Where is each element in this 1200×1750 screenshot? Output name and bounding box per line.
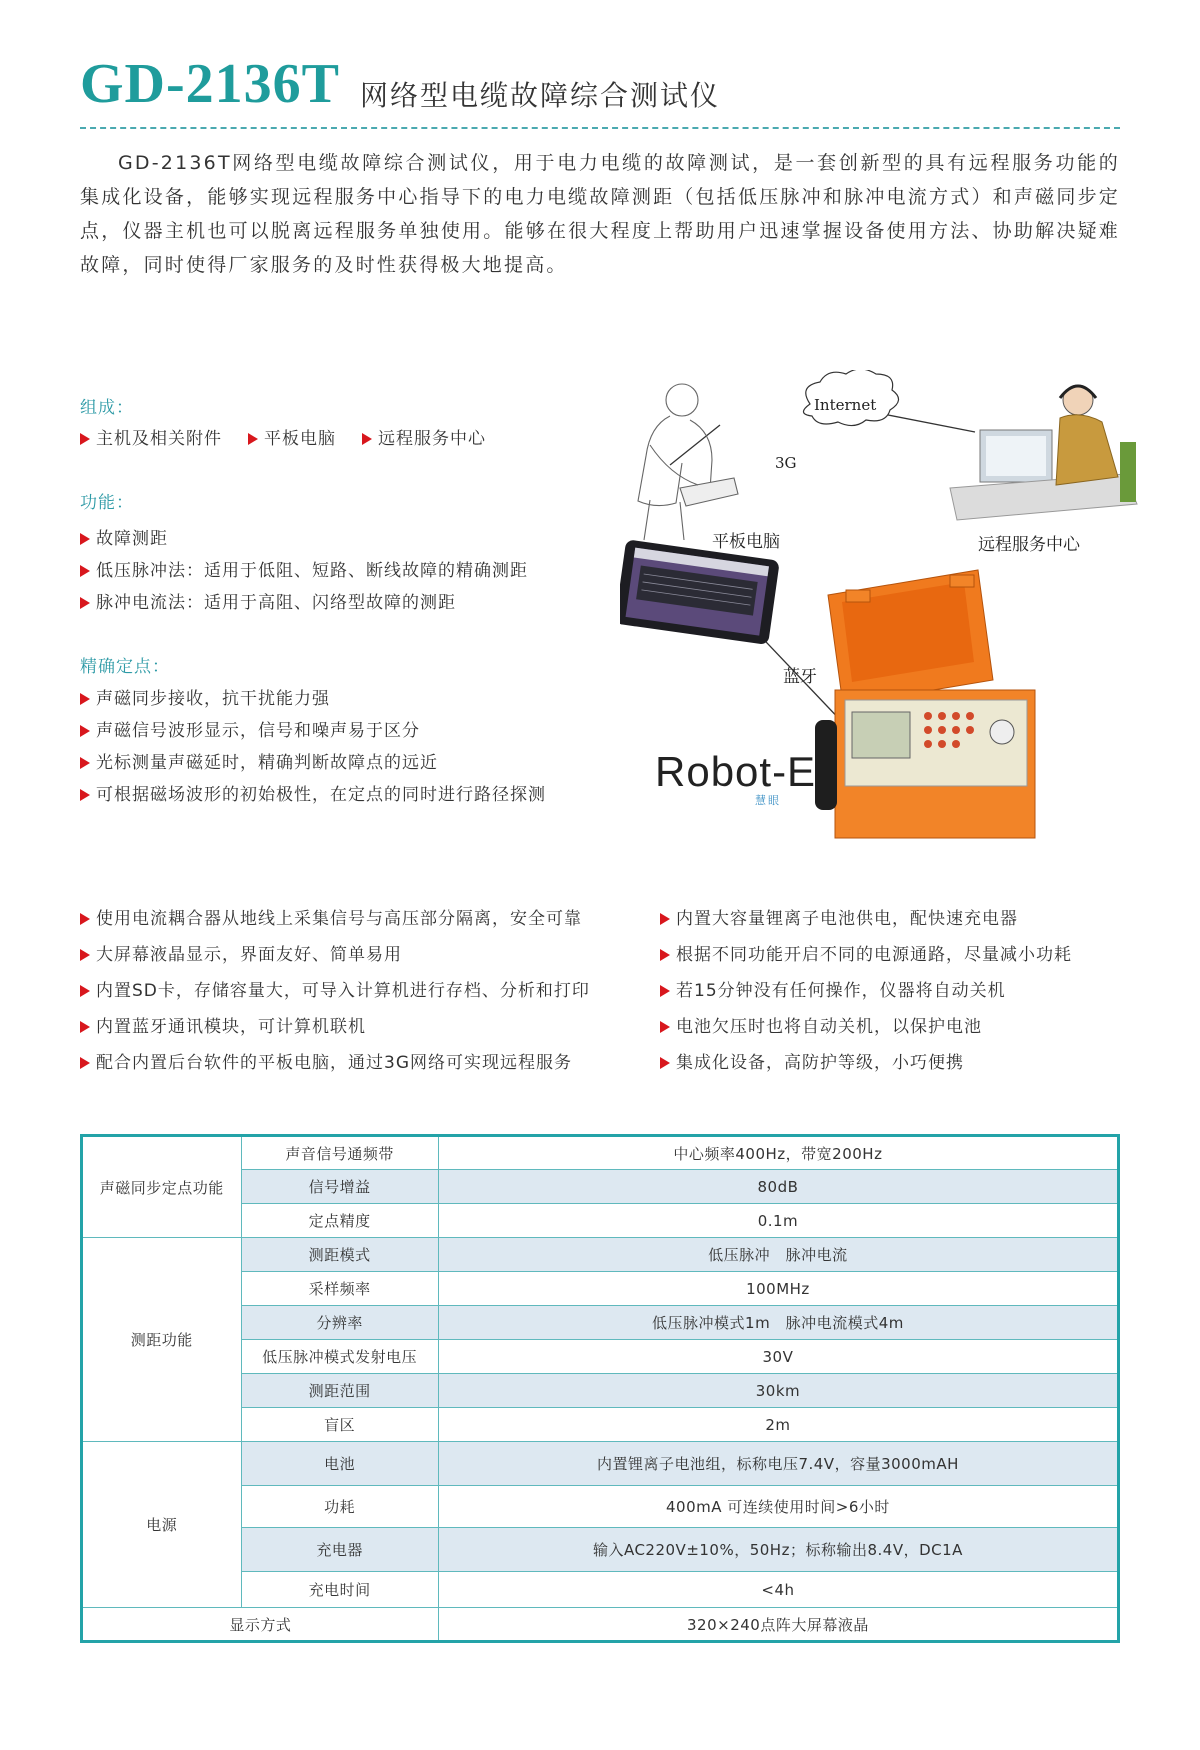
- bullet-icon: [80, 693, 90, 705]
- composition-item: 平板电脑: [248, 424, 336, 449]
- bullet-icon: [80, 565, 90, 577]
- table-row: [82, 1608, 1119, 1642]
- spec-value: 100MHz: [438, 1272, 1118, 1306]
- feature-item: 若15分钟没有任何操作，仪器将自动关机: [660, 976, 1006, 1001]
- bullet-icon: [660, 1021, 670, 1033]
- spec-value: 内置锂离子电池组，标称电压7.4V，容量3000mAH: [438, 1442, 1118, 1486]
- bullet-icon: [362, 433, 372, 445]
- bullet-icon: [660, 1057, 670, 1069]
- bullet-icon: [248, 433, 258, 445]
- positioning-title: 精确定点：: [80, 657, 170, 677]
- tablet-icon: [620, 539, 780, 645]
- spec-group-label: 测距功能: [82, 1238, 242, 1442]
- feature-item: 内置蓝牙通讯模块，可计算机联机: [80, 1012, 366, 1037]
- composition-item: 主机及相关附件: [80, 424, 222, 449]
- bluetooth-label: 蓝牙: [783, 667, 817, 687]
- product-title: 网络型电缆故障综合测试仪: [360, 79, 721, 112]
- spec-value: 低压脉冲模式1m 脉冲电流模式4m: [438, 1306, 1118, 1340]
- spec-value: 0.1m: [438, 1204, 1118, 1238]
- bullet-icon: [80, 597, 90, 609]
- spec-name: 信号增益: [241, 1170, 438, 1204]
- brand-logo-sub: 慧眼: [755, 794, 781, 807]
- tablet-label: 平板电脑: [712, 532, 780, 552]
- bullet-icon: [80, 789, 90, 801]
- spec-value: 30km: [438, 1374, 1118, 1408]
- function-item: 低压脉冲法：适用于低阻、短路、断线故障的精确测距: [80, 556, 528, 581]
- person-with-tablet-icon: [638, 384, 738, 540]
- bullet-icon: [80, 1021, 90, 1033]
- bullet-icon: [80, 985, 90, 997]
- bullet-icon: [80, 1057, 90, 1069]
- spec-value: 低压脉冲 脉冲电流: [438, 1238, 1118, 1272]
- bullet-icon: [660, 913, 670, 925]
- bullet-icon: [660, 985, 670, 997]
- table-row: [82, 1136, 1119, 1170]
- spec-group-label: 电源: [82, 1442, 242, 1608]
- spec-value: 中心频率400Hz，带宽200Hz: [438, 1136, 1118, 1170]
- internet-label: Internet: [814, 396, 877, 414]
- positioning-item: 光标测量声磁延时，精确判断故障点的远近: [80, 748, 438, 773]
- spec-name: 电池: [241, 1442, 438, 1486]
- spec-name: 盲区: [241, 1408, 438, 1442]
- positioning-item: 声磁同步接收，抗干扰能力强: [80, 684, 330, 709]
- intro-paragraph: GD-2136T网络型电缆故障综合测试仪，用于电力电缆的故障测试，是一套创新型的具有远程服务功能的集成化设备，能够实现远程服务中心指导下的电力电缆故障测距（包括低压脉冲和脉冲电流方式）和声磁同步定点，仪器主机也可以脱离远程服务单独使用。能够在很大程度上帮助用户迅速掌握设备使用方法、协助解决疑难故障，同时使得厂家服务的及时性获得极大地提高。: [80, 152, 1120, 276]
- spec-name: 声音信号通频带: [241, 1136, 438, 1170]
- spec-name: 显示方式: [82, 1608, 439, 1642]
- spec-value: <4h: [438, 1572, 1118, 1608]
- spec-value: 30V: [438, 1340, 1118, 1374]
- composition-item: 远程服务中心: [362, 424, 486, 449]
- function-item: 故障测距: [80, 524, 168, 549]
- feature-item: 集成化设备，高防护等级，小巧便携: [660, 1048, 964, 1073]
- feature-item: 电池欠压时也将自动关机，以保护电池: [660, 1012, 982, 1037]
- table-row: [82, 1238, 1119, 1272]
- spec-name: 功耗: [241, 1486, 438, 1528]
- bullet-icon: [80, 433, 90, 445]
- brand-logo: Robot-E: [655, 748, 817, 795]
- service-center-label: 远程服务中心: [978, 535, 1080, 555]
- spec-value: 输入AC220V±10%，50Hz；标称输出8.4V，DC1A: [438, 1528, 1118, 1572]
- feature-item: 根据不同功能开启不同的电源通路，尽量减小功耗: [660, 940, 1072, 965]
- feature-item: 配合内置后台软件的平板电脑，通过3G网络可实现远程服务: [80, 1048, 572, 1073]
- feature-item: 大屏幕液晶显示，界面友好、简单易用: [80, 940, 402, 965]
- feature-item: 使用电流耦合器从地线上采集信号与高压部分隔离，安全可靠: [80, 904, 582, 929]
- spec-group-label: 声磁同步定点功能: [82, 1136, 242, 1238]
- product-model: GD-2136T: [80, 53, 340, 115]
- 3g-label: 3G: [775, 454, 797, 472]
- bullet-icon: [80, 533, 90, 545]
- spec-value: 80dB: [438, 1170, 1118, 1204]
- spec-name: 测距模式: [241, 1238, 438, 1272]
- bullet-icon: [80, 757, 90, 769]
- spec-name: 充电器: [241, 1528, 438, 1572]
- spec-name: 低压脉冲模式发射电压: [241, 1340, 438, 1374]
- bullet-icon: [80, 913, 90, 925]
- spec-table: [80, 1134, 1120, 1643]
- feature-item: 内置大容量锂离子电池供电，配快速充电器: [660, 904, 1018, 929]
- spec-name: 采样频率: [241, 1272, 438, 1306]
- bullet-icon: [80, 725, 90, 737]
- table-row: [82, 1442, 1119, 1486]
- spec-name: 分辨率: [241, 1306, 438, 1340]
- positioning-item: 声磁信号波形显示，信号和噪声易于区分: [80, 716, 420, 741]
- bullet-icon: [660, 949, 670, 961]
- bullet-icon: [80, 949, 90, 961]
- system-diagram: [620, 370, 1140, 840]
- spec-name: 充电时间: [241, 1572, 438, 1608]
- header-divider: [80, 127, 1120, 129]
- functions-title: 功能：: [80, 493, 134, 513]
- spec-value: 2m: [438, 1408, 1118, 1442]
- test-instrument-icon: [815, 570, 1035, 838]
- spec-name: 测距范围: [241, 1374, 438, 1408]
- positioning-item: 可根据磁场波形的初始极性，在定点的同时进行路径探测: [80, 780, 546, 805]
- spec-value: 320×240点阵大屏幕液晶: [438, 1608, 1118, 1642]
- spec-value: 400mA 可连续使用时间>6小时: [438, 1486, 1118, 1528]
- service-operator-icon: [950, 385, 1137, 520]
- spec-name: 定点精度: [241, 1204, 438, 1238]
- composition-title: 组成：: [80, 398, 134, 418]
- feature-item: 内置SD卡，存储容量大，可导入计算机进行存档、分析和打印: [80, 976, 590, 1001]
- function-item: 脉冲电流法：适用于高阻、闪络型故障的测距: [80, 588, 456, 613]
